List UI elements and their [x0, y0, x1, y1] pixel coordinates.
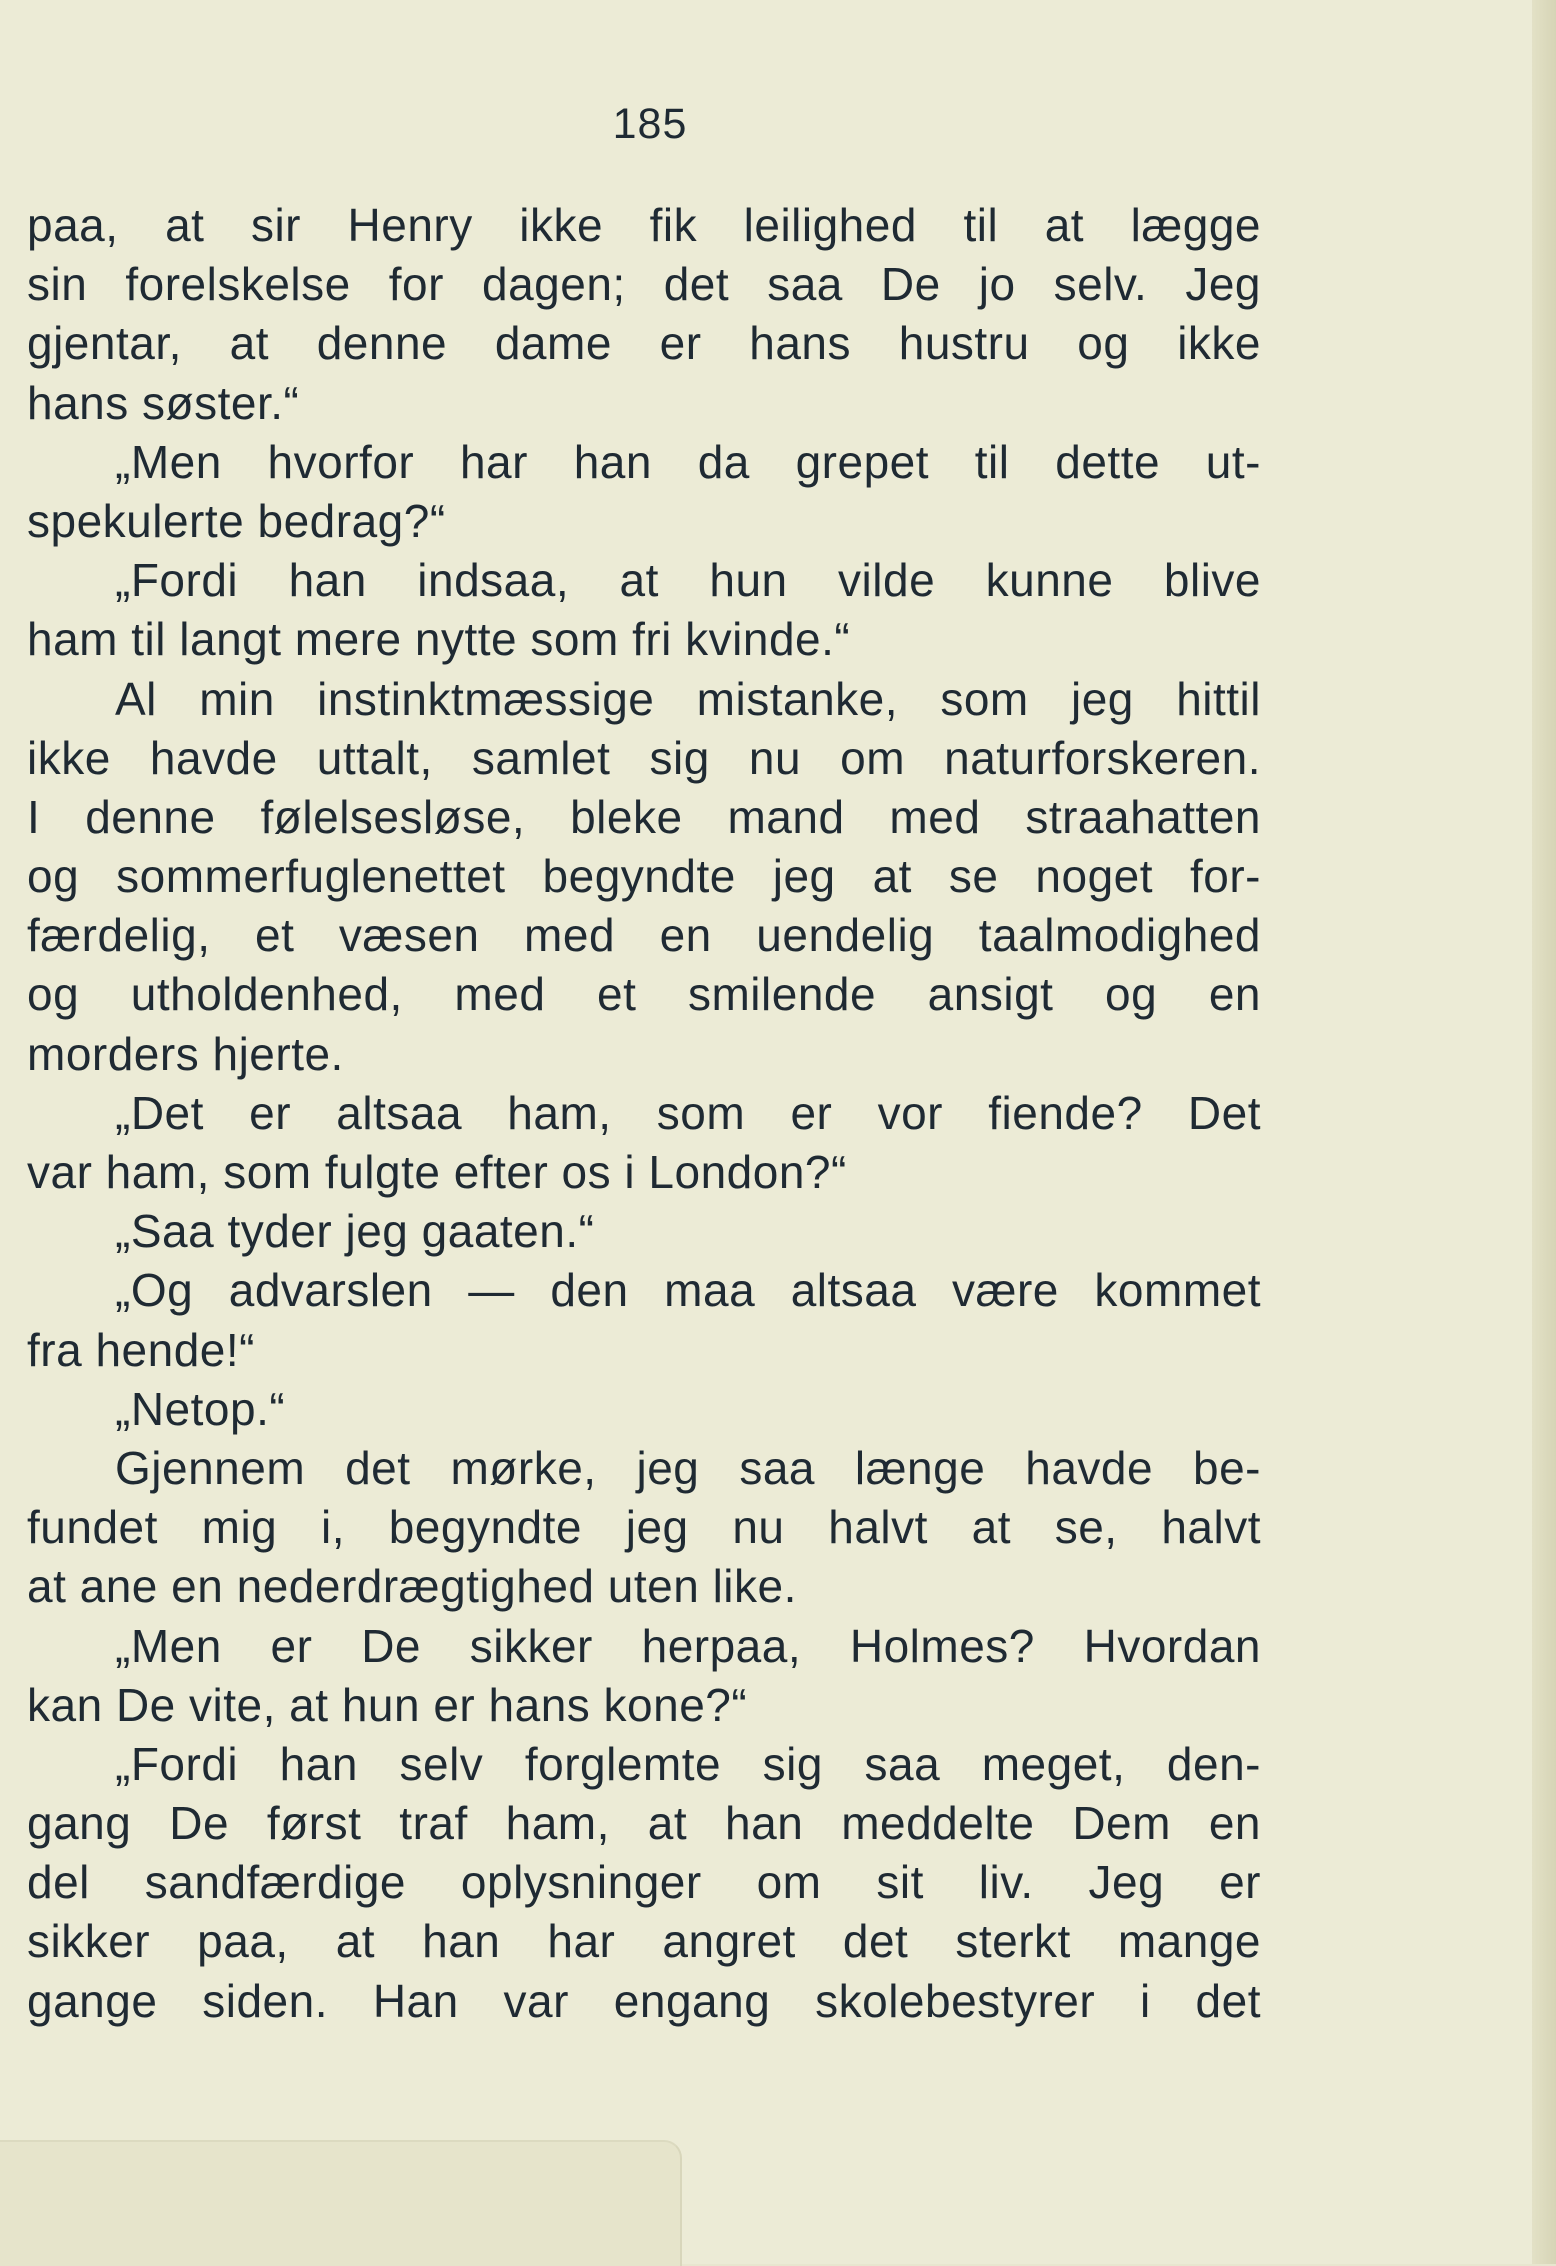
- text-line: fra hende!“: [27, 1323, 255, 1376]
- text-line: I denne følelsesløse, bleke mand med straahatten: [27, 790, 1261, 843]
- text-line: spekulerte bedrag?“: [27, 494, 446, 547]
- text-line: „Men er De sikker herpaa, Holmes? Hvordan: [115, 1619, 1261, 1672]
- text-line: Al min instinktmæssige mistanke, som jeg hittil: [115, 672, 1261, 725]
- text-line: hans søster.“: [27, 376, 300, 429]
- text-line: var ham, som fulgte efter os i London?“: [27, 1146, 847, 1198]
- text-line: „Det er altsaa ham, som er vor fiende? Det: [115, 1086, 1261, 1139]
- text-line: at ane en nederdrægtighed uten like.: [27, 1560, 797, 1613]
- text-line: gange siden. Han var engang skolebestyrer i det: [27, 1974, 1261, 2027]
- page-number: 185: [612, 100, 688, 148]
- text-line: ikke havde uttalt, samlet sig nu om naturforskeren.: [27, 731, 1261, 784]
- text-line: gjentar, at denne dame er hans hustru og ikke: [27, 317, 1261, 370]
- paper-stain: [0, 2140, 682, 2266]
- text-line: del sandfærdige oplysninger om sit liv. Jeg er: [27, 1856, 1261, 1909]
- text-line: „Og advarslen — den maa altsaa være kommet: [115, 1264, 1261, 1317]
- text-line: „Fordi han selv forglemte sig saa meget, den-: [115, 1737, 1261, 1790]
- body-text: [27, 196, 1261, 2031]
- text-line: „Netop.“: [115, 1382, 286, 1435]
- text-line: fundet mig i, begyndte jeg nu halvt at se, halvt: [27, 1501, 1261, 1554]
- text-line: og sommerfuglenettet begyndte jeg at se noget for-: [27, 850, 1261, 903]
- text-line: „Men hvorfor har han da grepet til dette ut-: [115, 435, 1261, 488]
- text-line: ham til langt mere nytte som fri kvinde.“: [27, 613, 851, 666]
- text-line: sikker paa, at han har angret det sterkt mange: [27, 1915, 1261, 1968]
- text-line: sin forelskelse for dagen; det saa De jo selv. Jeg: [27, 258, 1261, 311]
- text-line: og utholdenhed, med et smilende ansigt og en: [27, 968, 1261, 1021]
- text-line: kan De vite, at hun er hans kone?“: [27, 1678, 748, 1731]
- text-line: gang De først traf ham, at han meddelte Dem en: [27, 1797, 1261, 1850]
- text-line: paa, at sir Henry ikke fik leilighed til at lægge: [27, 199, 1261, 251]
- text-line: „Fordi han indsaa, at hun vilde kunne blive: [115, 554, 1261, 607]
- text-line: Gjennem det mørke, jeg saa længe havde be-: [115, 1441, 1261, 1494]
- page-edge: [1532, 0, 1556, 2264]
- text-line: færdelig, et væsen med en uendelig taalmodighed: [27, 909, 1261, 962]
- text-line: morders hjerte.: [27, 1027, 344, 1080]
- text-line: „Saa tyder jeg gaaten.“: [115, 1205, 595, 1258]
